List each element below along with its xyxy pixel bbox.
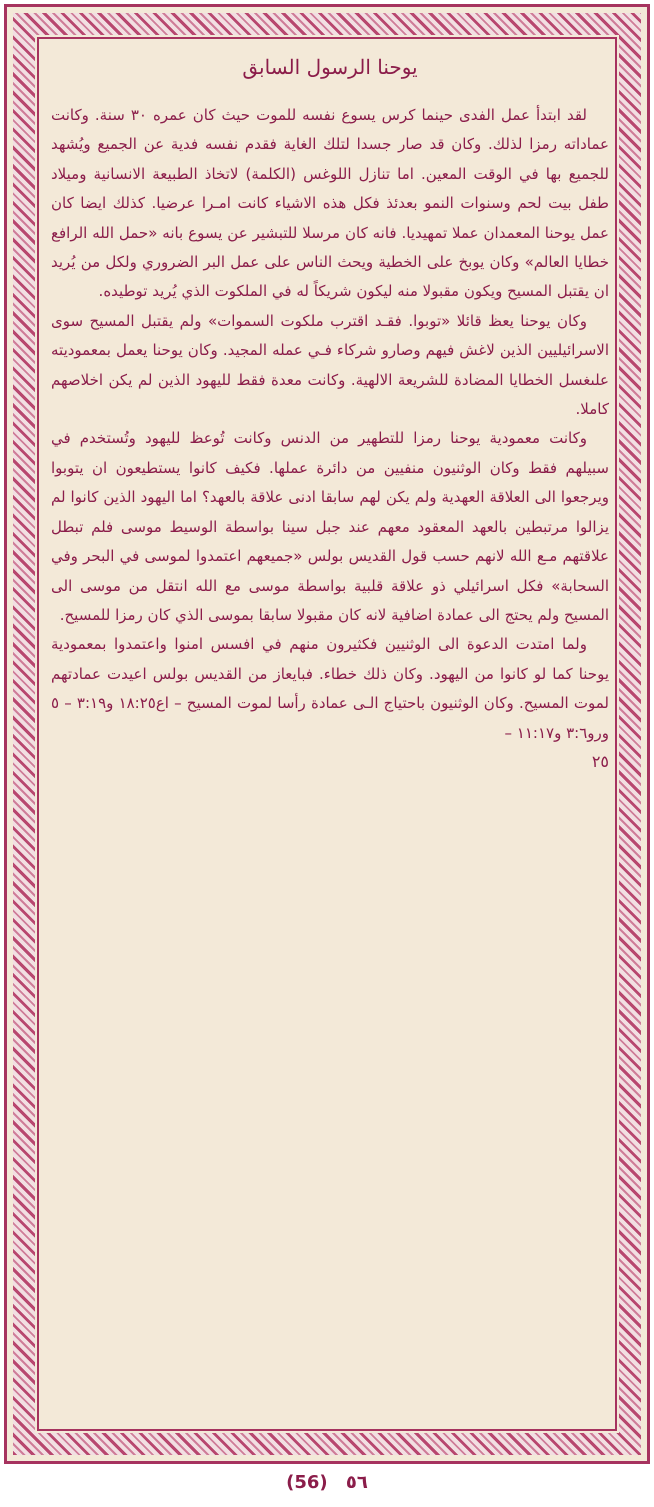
page-number-latin: (56) bbox=[286, 1472, 328, 1493]
paragraph-1: لقد ابتدأ عمل الفدى حينما كرس يسوع نفسه للموت حيث كان عمره ٣٠ سنة. وكانت عماداته رمزا لذلك. وكان قد صار جسدا لتلك الغاية فقدم نفسه فدية عن الجميع ويُشهد للجميع بها في الوقت المعين. اما تنازل اللوغس (الكلمة) لاتخاذ الطبيعة الانسانية وميلاد طفل بيت لحم وسنوات النمو بعدئذ فكل هذه الاشياء كانت امـرا عرضيا. كذلك ايضا كان عمل يوحنا المعمدان عملا تمهيديا. فانه كان مرسلا للتبشير عن يسوع بانه «حمل الله الرافع خطايا العالم» وكان يوبخ على الخطية ويحث الناس على عمل البر الضروري ولكل من يُريد ان يقتبل المسيح ويكون مقبولا منه ليكون شريكاً له في الملكوت الذي يُريد توطيده. bbox=[51, 106, 609, 301]
paragraph-3: وكانت معمودية يوحنا رمزا للتطهير من الدنس وكانت تُوعظ لليهود وتُستخدم في سبيلهم فقط وكان الوثنيون منفيين من دائرة عملها. فكيف كانوا يستطيعون ان يتوبوا ويرجعوا الى العلاقة العهدية ولم يكن لهم سابقا ادنى علاقة بالعهد؟ اما اليهود الذين كانوا لم يزالوا مرتبطين بالعهد المعقود معهم عند جبل سينا بواسطة الوسيط موسى فلم تبطل علاقتهم مـع الله لانهم حسب قول القديس بولس «جميعهم اعتمدوا لموسى في البحر وفي السحابة» فكل اسرائيلي ذو علاقة قلبية بواسطة موسى مع الله انتقل من موسى الى المسيح ولم يحتج الى عمادة اضافية لانه كان مقبولا سابقا بموسى الذي كان رمزا للمسيح. bbox=[51, 429, 609, 624]
paragraph-2: وكان يوحنا يعظ قائلا «توبوا. فقـد اقترب ملكوت السموات» ولم يقتبل المسيح سوى الاسرائيليين الذين لاغش فيهم وصارو شركاء فـي عمله المجيد. وكان يوحنا يعمل بمعموديته علىغسل الخطايا المضادة للشريعة الالهية. وكانت معدة فقط لليهود الذين لم يكن اخلاصهم كاملا. bbox=[51, 311, 609, 419]
paragraph-4: ولما امتدت الدعوة الى الوثنيين فكثيرون منهم في افسس امنوا واعتمدوا بمعمودية يوحنا كما لو كانوا من اليهود. وكان ذلك خطاء. فبايعاز من القديس بولس اعيدت عمادتهم لموت المسيح. وكان الوثنيون باحتياج الـى عمادة رأسا لموت المسيح – اع١٨:٢٥ و٣:١٩ – ٥ ورو٣:٦ و١١:١٧ – bbox=[51, 635, 609, 742]
page-footer bbox=[0, 1472, 654, 1502]
catchword: ٢٥ bbox=[591, 751, 609, 771]
page-number-arabic: ٥٦ bbox=[345, 1472, 368, 1493]
page-content bbox=[47, 47, 613, 1427]
page-title: يوحنا الرسول السابق bbox=[242, 55, 418, 79]
page-frame bbox=[4, 4, 650, 1464]
